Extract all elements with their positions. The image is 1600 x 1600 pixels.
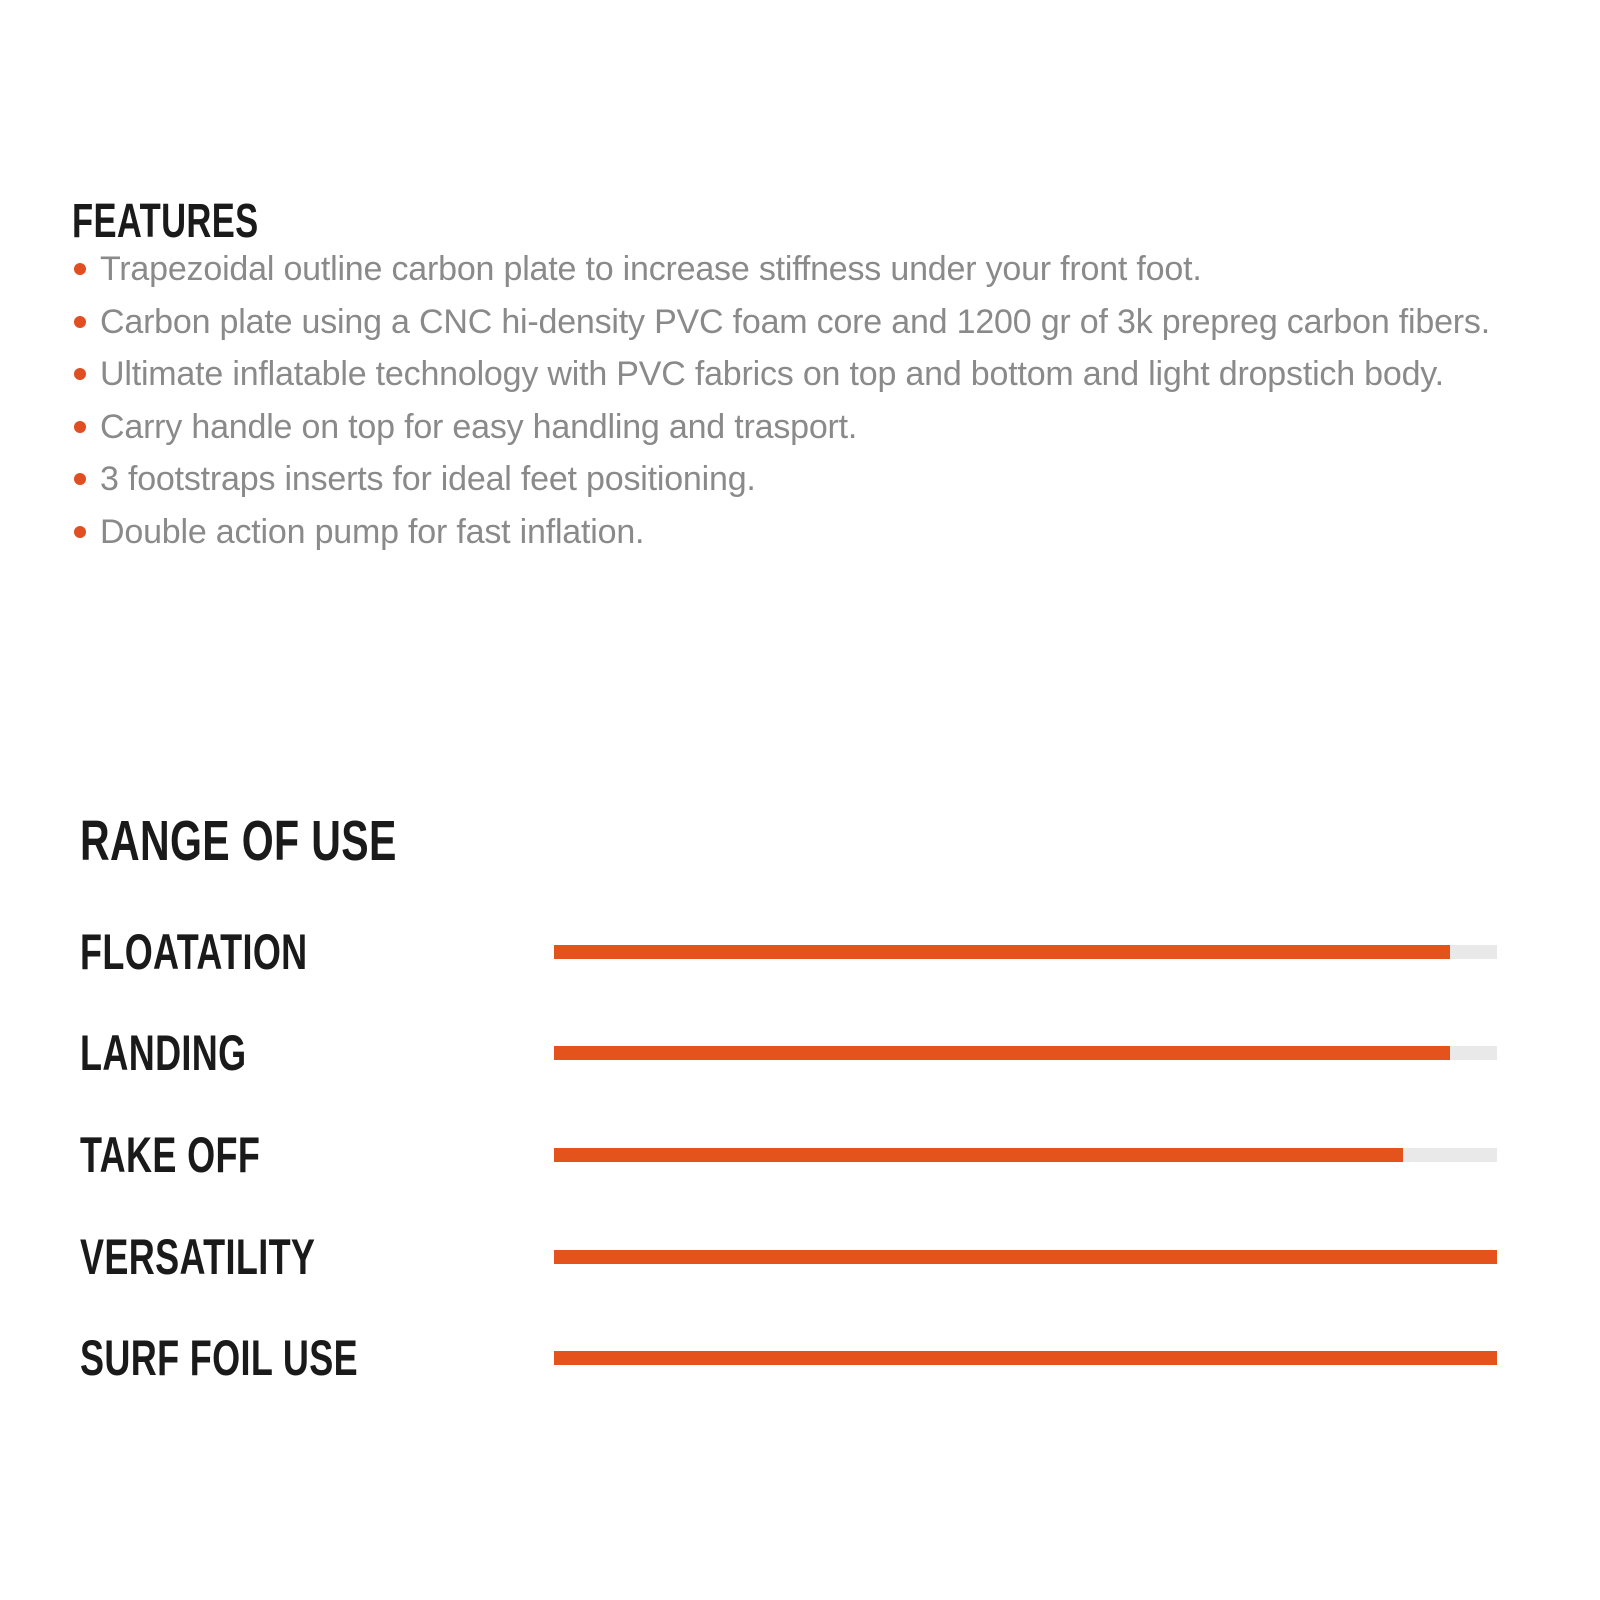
bar-fill-take-off xyxy=(554,1148,1403,1162)
chart-row-take-off xyxy=(0,1127,1600,1183)
chart-row-floatation xyxy=(0,924,1600,980)
feature-item: Double action pump for fast inflation. xyxy=(100,506,1542,559)
chart-row-versatility xyxy=(0,1229,1600,1285)
chart-label-landing xyxy=(80,1024,311,1082)
feature-item: Carbon plate using a CNC hi-density PVC foam core and 1200 gr of 3k prepreg carbon fibers. xyxy=(100,296,1542,349)
chart-row-surf-foil-use xyxy=(0,1330,1600,1386)
bar-fill-versatility xyxy=(554,1250,1497,1264)
feature-item: Trapezoidal outline carbon plate to increase stiffness under your front foot. xyxy=(100,243,1542,296)
chart-row-landing xyxy=(0,1025,1600,1081)
bar-track-surf-foil-use xyxy=(554,1351,1497,1365)
chart-label-text: TAKE OFF xyxy=(80,1127,261,1183)
bar-track-versatility xyxy=(554,1250,1497,1264)
chart-label-text: LANDING xyxy=(80,1025,247,1081)
feature-item: Ultimate inflatable technology with PVC fabrics on top and bottom and light dropstich body. xyxy=(100,348,1542,401)
bar-track-floatation xyxy=(554,945,1497,959)
chart-label-versatility xyxy=(80,1228,407,1286)
chart-label-surf-foil-use xyxy=(80,1329,466,1387)
bar-fill-surf-foil-use xyxy=(554,1351,1497,1365)
chart-label-text: FLOATATION xyxy=(80,924,308,980)
chart-label-take-off xyxy=(80,1126,330,1184)
range-of-use-title-text: RANGE OF USE xyxy=(80,809,397,874)
bar-fill-floatation xyxy=(554,945,1450,959)
feature-item: 3 footstraps inserts for ideal feet positioning. xyxy=(100,453,1542,506)
chart-label-text: VERSATILITY xyxy=(80,1229,316,1285)
feature-item: Carry handle on top for easy handling and trasport. xyxy=(100,401,1542,454)
chart-label-text: SURF FOIL USE xyxy=(80,1330,359,1386)
chart-label-floatation xyxy=(80,923,396,981)
bar-fill-landing xyxy=(554,1046,1450,1060)
features-title-text: FEATURES xyxy=(72,195,259,249)
bar-track-landing xyxy=(554,1046,1497,1060)
bar-track-take-off xyxy=(554,1148,1497,1162)
